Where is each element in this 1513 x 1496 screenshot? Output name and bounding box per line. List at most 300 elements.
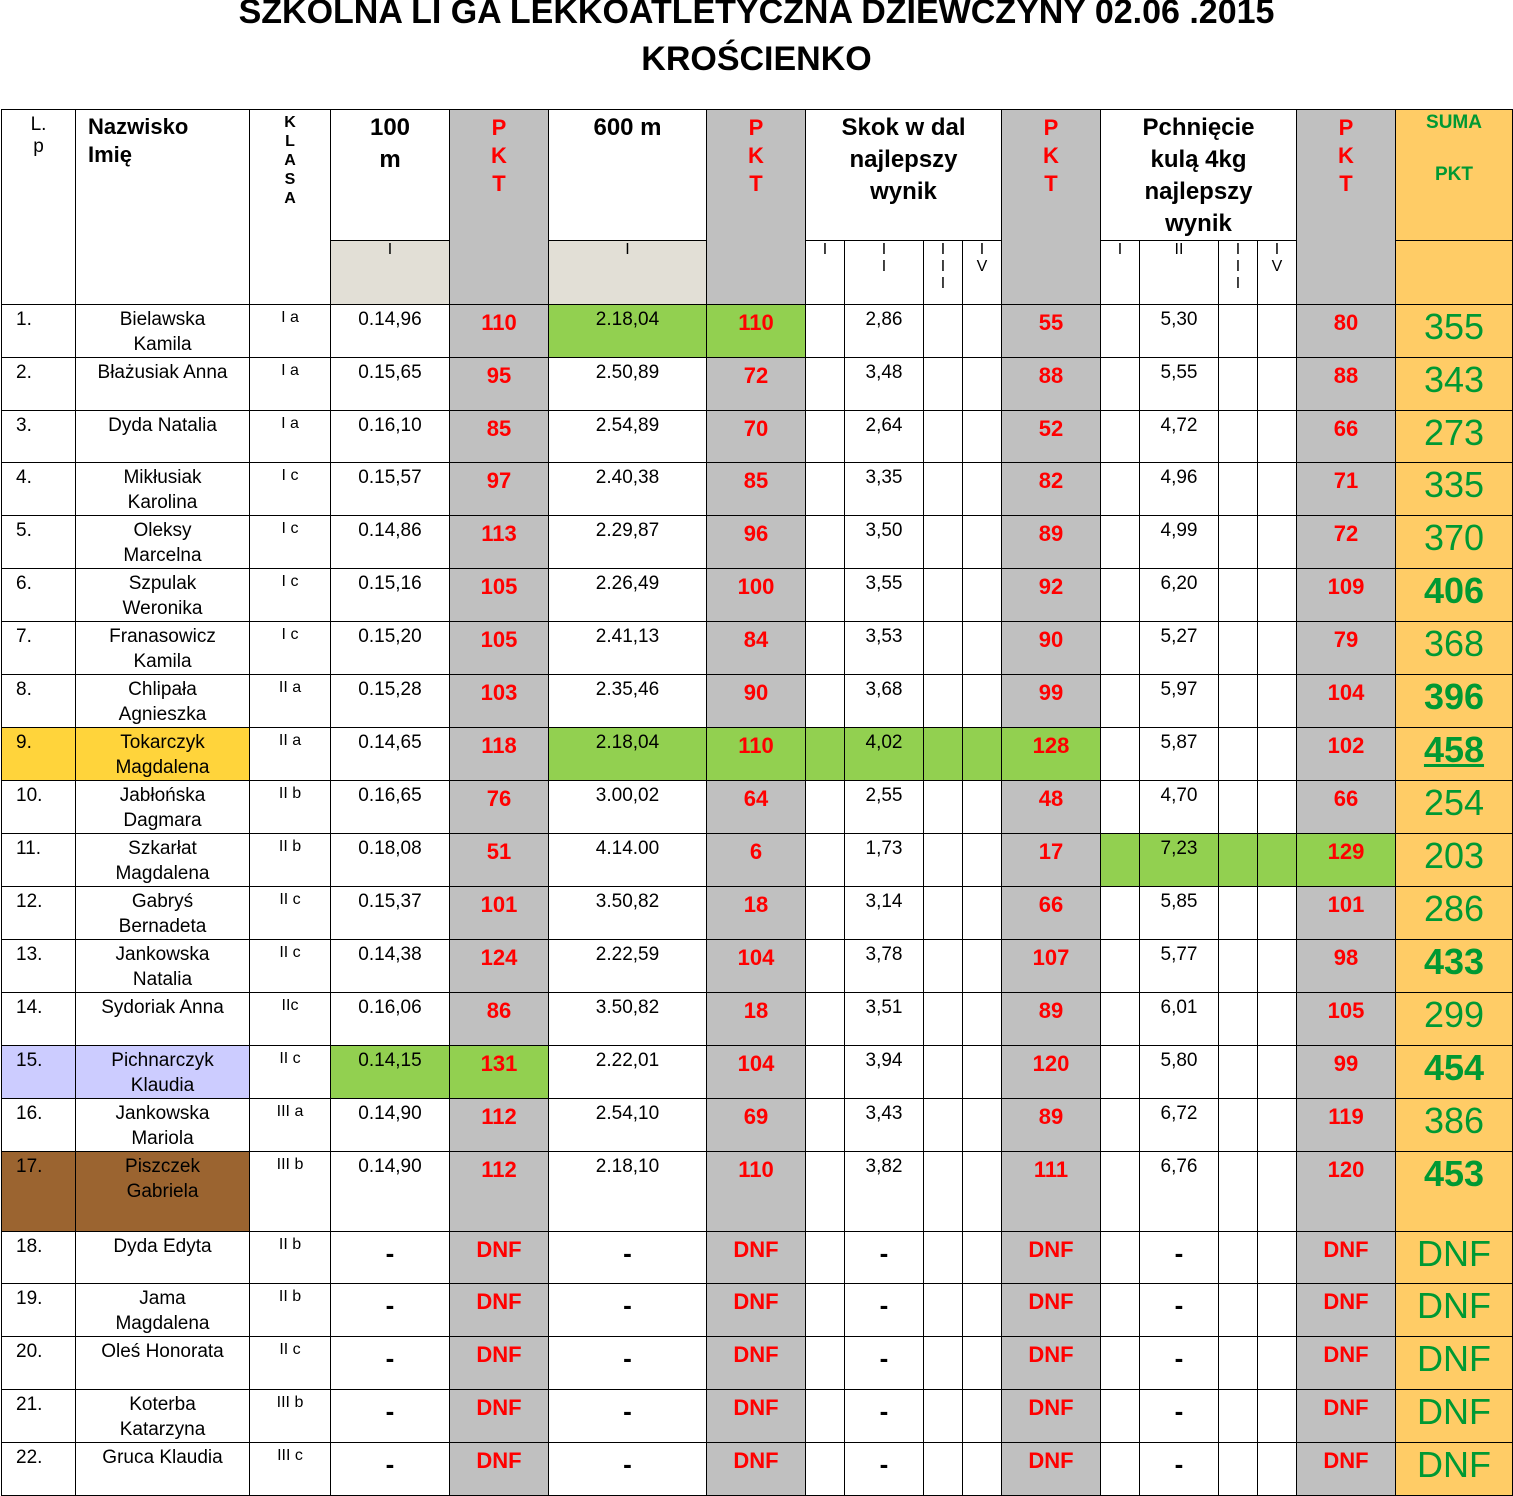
- jump-attempt-1: [806, 1045, 845, 1098]
- shot-attempt-4: [1258, 993, 1297, 1046]
- class-label: IIc: [250, 993, 331, 1046]
- table-row: [2, 887, 1513, 940]
- shot-attempt-4: [1258, 1098, 1297, 1151]
- shot-attempt-1: [1101, 463, 1140, 516]
- points-shot: 104: [1297, 675, 1396, 728]
- table-row: [2, 358, 1513, 411]
- shot-attempt-3: [1219, 728, 1258, 781]
- points-shot: 119: [1297, 1098, 1396, 1151]
- result-long-jump: 3,35: [845, 463, 924, 516]
- athlete-name: Oleś Honorata: [76, 1337, 250, 1390]
- class-label: III b: [250, 1151, 331, 1231]
- points-100m: DNF: [450, 1337, 549, 1390]
- jump-attempt-4: [963, 358, 1002, 411]
- header-lp: L. p: [2, 110, 76, 305]
- table-row: [2, 569, 1513, 622]
- points-jump: 111: [1002, 1151, 1101, 1231]
- points-100m: 105: [450, 569, 549, 622]
- points-shot: 66: [1297, 410, 1396, 463]
- row-number: 20.: [2, 1337, 76, 1390]
- shot-attempt-3: [1219, 463, 1258, 516]
- result-100m: 0.16,65: [331, 781, 450, 834]
- total-points: [1396, 463, 1513, 516]
- jump-attempt-1: [806, 940, 845, 993]
- table-row: [2, 1098, 1513, 1151]
- table-row: [2, 834, 1513, 887]
- row-number: 10.: [2, 781, 76, 834]
- shot-attempt-4: [1258, 887, 1297, 940]
- shot-attempt-1: [1101, 516, 1140, 569]
- result-100m: 0.16,10: [331, 410, 450, 463]
- attempt-shot-4: I V: [1258, 241, 1297, 305]
- shot-attempt-4: [1258, 358, 1297, 411]
- points-600m: 104: [707, 1045, 806, 1098]
- jump-attempt-3: [924, 358, 963, 411]
- result-long-jump: 1,73: [845, 834, 924, 887]
- header-100m: 100 m: [331, 110, 450, 241]
- total-points-value: 355: [1423, 306, 1485, 347]
- result-100m: 0.14,96: [331, 305, 450, 358]
- jump-attempt-3: [924, 940, 963, 993]
- points-100m: 113: [450, 516, 549, 569]
- shot-attempt-1: [1101, 622, 1140, 675]
- total-points-value: 273: [1423, 411, 1485, 453]
- result-long-jump: 4,02: [845, 728, 924, 781]
- table-row: [2, 1337, 1513, 1390]
- shot-attempt-1: [1101, 1442, 1140, 1495]
- row-number: 17.: [2, 1151, 76, 1231]
- result-shot-put: 5,87: [1140, 728, 1219, 781]
- shot-attempt-4: [1258, 569, 1297, 622]
- athlete-name: Gruca Klaudia: [76, 1442, 250, 1495]
- header-shot-put: Pchnięcie kulą 4kg najlepszy wynik: [1101, 110, 1297, 241]
- result-shot-put: 5,80: [1140, 1045, 1219, 1098]
- shot-attempt-1: [1101, 1389, 1140, 1442]
- points-100m: DNF: [450, 1442, 549, 1495]
- result-600m: 2.22,59: [549, 940, 707, 993]
- total-points-value: DNF: [1417, 1232, 1491, 1274]
- shot-attempt-4: [1258, 622, 1297, 675]
- jump-attempt-4: [963, 1389, 1002, 1442]
- jump-attempt-1: [806, 781, 845, 834]
- points-jump: DNF: [1002, 1231, 1101, 1284]
- jump-attempt-3: [924, 781, 963, 834]
- result-600m: 2.22,01: [549, 1045, 707, 1098]
- points-shot: DNF: [1297, 1337, 1396, 1390]
- total-points-value: DNF: [1417, 1443, 1491, 1485]
- table-row: [2, 622, 1513, 675]
- points-100m: 124: [450, 940, 549, 993]
- class-label: I c: [250, 463, 331, 516]
- class-label: II b: [250, 781, 331, 834]
- points-jump: 120: [1002, 1045, 1101, 1098]
- points-600m: 70: [707, 410, 806, 463]
- shot-attempt-3: [1219, 569, 1258, 622]
- points-100m: 95: [450, 358, 549, 411]
- points-jump: 89: [1002, 516, 1101, 569]
- shot-attempt-3: [1219, 358, 1258, 411]
- total-points: [1396, 1151, 1513, 1231]
- points-jump: 52: [1002, 410, 1101, 463]
- shot-attempt-3: [1219, 834, 1258, 887]
- shot-attempt-4: [1258, 1231, 1297, 1284]
- jump-attempt-3: [924, 993, 963, 1046]
- points-600m: 84: [707, 622, 806, 675]
- result-100m: 0.15,37: [331, 887, 450, 940]
- total-points: [1396, 781, 1513, 834]
- points-100m: 110: [450, 305, 549, 358]
- points-jump: 128: [1002, 728, 1101, 781]
- table-row: [2, 410, 1513, 463]
- athlete-name: Szkarłat Magdalena: [76, 834, 250, 887]
- shot-attempt-3: [1219, 1337, 1258, 1390]
- points-100m: 112: [450, 1098, 549, 1151]
- result-600m: 4.14.00: [549, 834, 707, 887]
- shot-attempt-4: [1258, 1389, 1297, 1442]
- jump-attempt-3: [924, 1151, 963, 1231]
- class-label: I c: [250, 622, 331, 675]
- athlete-name: Pichnarczyk Klaudia: [76, 1045, 250, 1098]
- shot-attempt-4: [1258, 1045, 1297, 1098]
- shot-attempt-1: [1101, 675, 1140, 728]
- points-jump: 66: [1002, 887, 1101, 940]
- result-shot-put: -: [1140, 1389, 1219, 1442]
- total-points: [1396, 516, 1513, 569]
- total-points-value: DNF: [1417, 1338, 1491, 1380]
- class-label: II c: [250, 887, 331, 940]
- attempt-jump-1: I: [806, 241, 845, 305]
- athlete-name: Jama Magdalena: [76, 1284, 250, 1337]
- total-points-value: 433: [1423, 941, 1485, 983]
- total-points-value: 299: [1423, 994, 1485, 1036]
- total-points-value: 368: [1423, 623, 1485, 665]
- shot-attempt-3: [1219, 993, 1258, 1046]
- result-shot-put: 4,70: [1140, 781, 1219, 834]
- shot-attempt-1: [1101, 728, 1140, 781]
- row-number: 11.: [2, 834, 76, 887]
- shot-attempt-1: [1101, 1151, 1140, 1231]
- shot-attempt-1: [1101, 1284, 1140, 1337]
- class-label: I a: [250, 305, 331, 358]
- total-points: [1396, 622, 1513, 675]
- row-number: 14.: [2, 993, 76, 1046]
- table-row: [2, 728, 1513, 781]
- shot-attempt-3: [1219, 305, 1258, 358]
- shot-attempt-1: [1101, 993, 1140, 1046]
- result-long-jump: 3,78: [845, 940, 924, 993]
- total-points: [1396, 410, 1513, 463]
- result-long-jump: -: [845, 1284, 924, 1337]
- jump-attempt-3: [924, 622, 963, 675]
- page-title: SZKOLNA LI GA LEKKOATLETYCZNA DZIEWCZYNY 02.06 .2015: [238, 0, 1275, 31]
- points-100m: 103: [450, 675, 549, 728]
- result-shot-put: 5,55: [1140, 358, 1219, 411]
- result-long-jump: 2,55: [845, 781, 924, 834]
- jump-attempt-4: [963, 887, 1002, 940]
- jump-attempt-4: [963, 410, 1002, 463]
- result-100m: -: [331, 1442, 450, 1495]
- row-number: 12.: [2, 887, 76, 940]
- row-number: 7.: [2, 622, 76, 675]
- result-shot-put: 4,96: [1140, 463, 1219, 516]
- shot-attempt-1: [1101, 1098, 1140, 1151]
- attempt-shot-3: I I I: [1219, 241, 1258, 305]
- total-points: [1396, 1389, 1513, 1442]
- jump-attempt-3: [924, 675, 963, 728]
- points-jump: 48: [1002, 781, 1101, 834]
- result-long-jump: 3,94: [845, 1045, 924, 1098]
- jump-attempt-4: [963, 305, 1002, 358]
- athlete-name: Szpulak Weronika: [76, 569, 250, 622]
- jump-attempt-4: [963, 516, 1002, 569]
- shot-attempt-3: [1219, 1442, 1258, 1495]
- table-row: [2, 1151, 1513, 1231]
- class-label: I c: [250, 569, 331, 622]
- header-suma-label: SUMA: [1426, 112, 1482, 133]
- jump-attempt-1: [806, 1442, 845, 1495]
- points-shot: 71: [1297, 463, 1396, 516]
- attempt-600m: I: [549, 241, 707, 305]
- jump-attempt-3: [924, 305, 963, 358]
- points-600m: 72: [707, 358, 806, 411]
- result-100m: -: [331, 1231, 450, 1284]
- result-100m: 0.14,65: [331, 728, 450, 781]
- points-jump: DNF: [1002, 1389, 1101, 1442]
- points-shot: 101: [1297, 887, 1396, 940]
- athlete-name: Sydoriak Anna: [76, 993, 250, 1046]
- jump-attempt-1: [806, 834, 845, 887]
- header-long-jump: Skok w dal najlepszy wynik: [806, 110, 1002, 241]
- points-600m: 64: [707, 781, 806, 834]
- shot-attempt-1: [1101, 940, 1140, 993]
- result-600m: -: [549, 1337, 707, 1390]
- points-jump: 90: [1002, 622, 1101, 675]
- row-number: 13.: [2, 940, 76, 993]
- points-100m: 97: [450, 463, 549, 516]
- table-row: [2, 1389, 1513, 1442]
- total-points-value: 370: [1423, 517, 1485, 559]
- header-pkt-100m: P K T: [450, 110, 549, 305]
- result-100m: 0.15,16: [331, 569, 450, 622]
- class-label: III c: [250, 1442, 331, 1495]
- athlete-name: Chlipała Agnieszka: [76, 675, 250, 728]
- result-shot-put: -: [1140, 1284, 1219, 1337]
- shot-attempt-4: [1258, 781, 1297, 834]
- points-shot: 88: [1297, 358, 1396, 411]
- result-600m: 2.54,10: [549, 1098, 707, 1151]
- result-100m: 0.14,90: [331, 1098, 450, 1151]
- points-600m: 90: [707, 675, 806, 728]
- result-100m: -: [331, 1337, 450, 1390]
- header-klasa: K L A S A: [250, 110, 331, 305]
- points-shot: 120: [1297, 1151, 1396, 1231]
- points-600m: 85: [707, 463, 806, 516]
- points-100m: DNF: [450, 1284, 549, 1337]
- points-100m: 131: [450, 1045, 549, 1098]
- shot-attempt-4: [1258, 1284, 1297, 1337]
- total-points: [1396, 305, 1513, 358]
- shot-attempt-4: [1258, 305, 1297, 358]
- result-shot-put: 4,72: [1140, 410, 1219, 463]
- jump-attempt-4: [963, 569, 1002, 622]
- jump-attempt-3: [924, 1442, 963, 1495]
- jump-attempt-3: [924, 569, 963, 622]
- total-points: [1396, 993, 1513, 1046]
- attempt-100m: I: [331, 241, 450, 305]
- result-shot-put: 6,01: [1140, 993, 1219, 1046]
- points-600m: DNF: [707, 1284, 806, 1337]
- points-shot: 72: [1297, 516, 1396, 569]
- result-100m: -: [331, 1284, 450, 1337]
- total-points-value: 386: [1423, 1099, 1485, 1141]
- points-600m: 110: [707, 1151, 806, 1231]
- shot-attempt-1: [1101, 1231, 1140, 1284]
- jump-attempt-1: [806, 1231, 845, 1284]
- header-name: Nazwisko Imię: [76, 110, 250, 305]
- result-long-jump: -: [845, 1389, 924, 1442]
- total-points: [1396, 1231, 1513, 1284]
- jump-attempt-4: [963, 1442, 1002, 1495]
- jump-attempt-4: [963, 675, 1002, 728]
- points-100m: 51: [450, 834, 549, 887]
- points-100m: 105: [450, 622, 549, 675]
- athlete-name: Tokarczyk Magdalena: [76, 728, 250, 781]
- shot-attempt-3: [1219, 675, 1258, 728]
- table-row: [2, 781, 1513, 834]
- row-number: 22.: [2, 1442, 76, 1495]
- shot-attempt-1: [1101, 569, 1140, 622]
- total-points-value: 286: [1423, 888, 1485, 930]
- points-shot: 105: [1297, 993, 1396, 1046]
- result-shot-put: 5,27: [1140, 622, 1219, 675]
- result-100m: 0.18,08: [331, 834, 450, 887]
- shot-attempt-3: [1219, 1045, 1258, 1098]
- points-600m: 18: [707, 887, 806, 940]
- jump-attempt-4: [963, 834, 1002, 887]
- points-shot: 66: [1297, 781, 1396, 834]
- jump-attempt-3: [924, 728, 963, 781]
- result-600m: 2.35,46: [549, 675, 707, 728]
- row-number: 1.: [2, 305, 76, 358]
- jump-attempt-1: [806, 993, 845, 1046]
- shot-attempt-4: [1258, 410, 1297, 463]
- points-100m: 118: [450, 728, 549, 781]
- total-points: [1396, 358, 1513, 411]
- jump-attempt-1: [806, 1098, 845, 1151]
- jump-attempt-4: [963, 463, 1002, 516]
- table-row: [2, 305, 1513, 358]
- shot-attempt-4: [1258, 728, 1297, 781]
- jump-attempt-4: [963, 1284, 1002, 1337]
- attempt-shot-1: I: [1101, 241, 1140, 305]
- points-600m: DNF: [707, 1231, 806, 1284]
- header-suma-pkt: PKT: [1435, 164, 1473, 185]
- points-shot: 102: [1297, 728, 1396, 781]
- jump-attempt-1: [806, 410, 845, 463]
- shot-attempt-1: [1101, 305, 1140, 358]
- points-shot: DNF: [1297, 1284, 1396, 1337]
- result-shot-put: 5,30: [1140, 305, 1219, 358]
- points-600m: 110: [707, 305, 806, 358]
- shot-attempt-4: [1258, 940, 1297, 993]
- jump-attempt-4: [963, 940, 1002, 993]
- result-100m: -: [331, 1389, 450, 1442]
- result-100m: 0.16,06: [331, 993, 450, 1046]
- points-jump: DNF: [1002, 1337, 1101, 1390]
- table-row: [2, 993, 1513, 1046]
- points-shot: 79: [1297, 622, 1396, 675]
- table-row: [2, 516, 1513, 569]
- jump-attempt-1: [806, 358, 845, 411]
- points-100m: 76: [450, 781, 549, 834]
- total-points-value: 396: [1423, 676, 1485, 718]
- jump-attempt-3: [924, 1231, 963, 1284]
- result-long-jump: 3,82: [845, 1151, 924, 1231]
- athlete-name: Gabryś Bernadeta: [76, 887, 250, 940]
- class-label: II c: [250, 1045, 331, 1098]
- athlete-name: Jankowska Natalia: [76, 940, 250, 993]
- points-600m: 69: [707, 1098, 806, 1151]
- points-100m: DNF: [450, 1231, 549, 1284]
- athlete-name: Błażusiak Anna: [76, 358, 250, 411]
- total-points: [1396, 1442, 1513, 1495]
- total-points: [1396, 1045, 1513, 1098]
- points-shot: 129: [1297, 834, 1396, 887]
- result-long-jump: -: [845, 1231, 924, 1284]
- result-shot-put: -: [1140, 1442, 1219, 1495]
- row-number: 3.: [2, 410, 76, 463]
- total-points-value: 453: [1423, 1152, 1485, 1194]
- shot-attempt-1: [1101, 887, 1140, 940]
- shot-attempt-1: [1101, 834, 1140, 887]
- points-jump: 92: [1002, 569, 1101, 622]
- result-100m: 0.15,28: [331, 675, 450, 728]
- row-number: 8.: [2, 675, 76, 728]
- class-label: I a: [250, 358, 331, 411]
- result-shot-put: 5,97: [1140, 675, 1219, 728]
- points-shot: 98: [1297, 940, 1396, 993]
- points-jump: 55: [1002, 305, 1101, 358]
- athlete-name: Dyda Edyta: [76, 1231, 250, 1284]
- result-100m: 0.14,15: [331, 1045, 450, 1098]
- result-shot-put: 5,77: [1140, 940, 1219, 993]
- points-600m: DNF: [707, 1442, 806, 1495]
- result-600m: 2.54,89: [549, 410, 707, 463]
- jump-attempt-1: [806, 463, 845, 516]
- table-row: [2, 1231, 1513, 1284]
- total-points: [1396, 887, 1513, 940]
- points-jump: 82: [1002, 463, 1101, 516]
- jump-attempt-4: [963, 1098, 1002, 1151]
- jump-attempt-1: [806, 728, 845, 781]
- table-row: [2, 1284, 1513, 1337]
- shot-attempt-1: [1101, 1045, 1140, 1098]
- shot-attempt-3: [1219, 940, 1258, 993]
- points-jump: 89: [1002, 993, 1101, 1046]
- total-points-value: 254: [1423, 782, 1485, 824]
- jump-attempt-4: [963, 1151, 1002, 1231]
- result-600m: 3.50,82: [549, 993, 707, 1046]
- jump-attempt-4: [963, 993, 1002, 1046]
- points-100m: DNF: [450, 1389, 549, 1442]
- total-points: [1396, 1284, 1513, 1337]
- shot-attempt-1: [1101, 358, 1140, 411]
- jump-attempt-3: [924, 516, 963, 569]
- total-points: [1396, 1098, 1513, 1151]
- header-suma: [1396, 110, 1513, 241]
- jump-attempt-3: [924, 410, 963, 463]
- jump-attempt-4: [963, 1045, 1002, 1098]
